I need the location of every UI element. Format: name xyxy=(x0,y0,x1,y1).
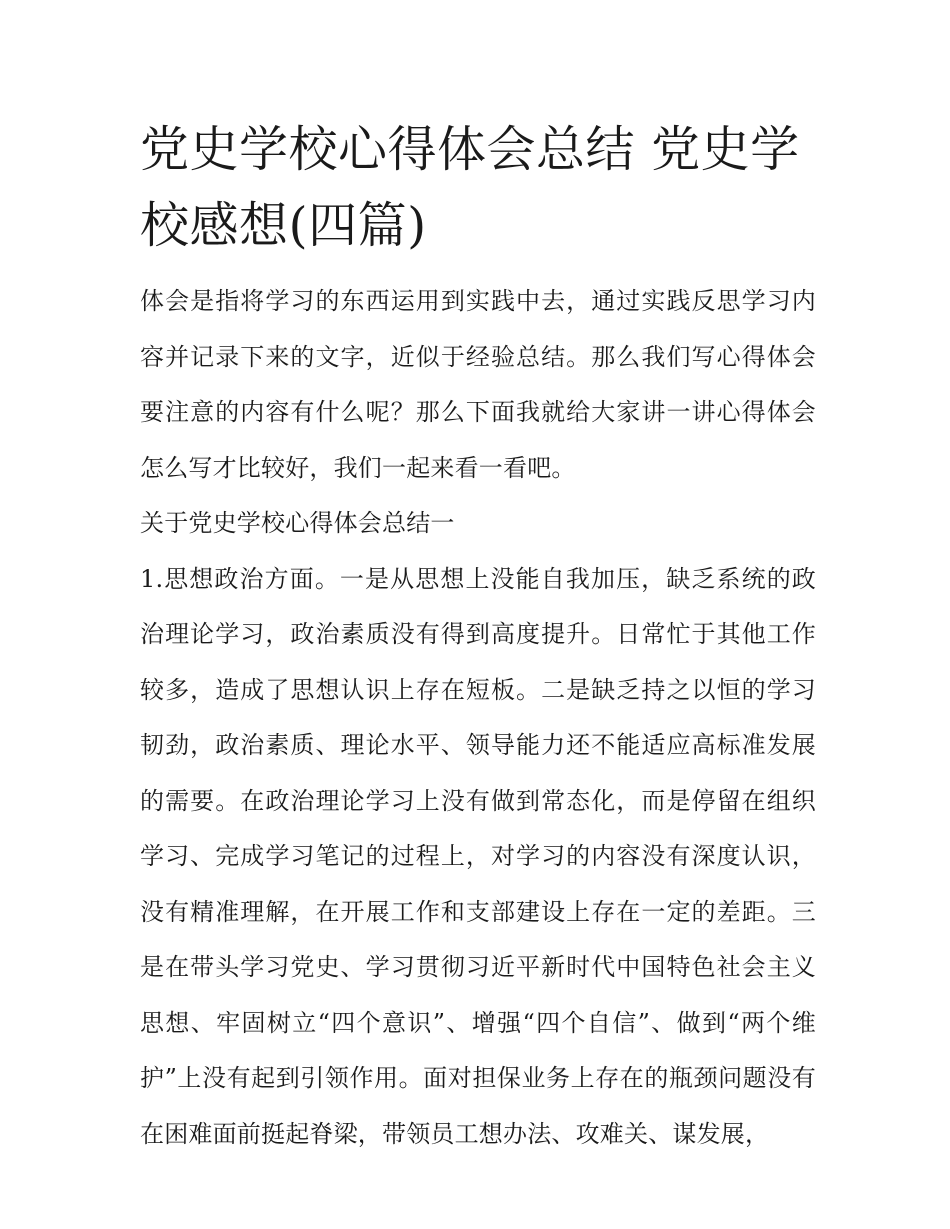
document-body xyxy=(140,274,816,1162)
intro-paragraph: 体会是指将学习的东西运用到实践中去，通过实践反思学习内容并记录下来的文字，近似于经验总结。那么我们写心得体会要注意的内容有什么呢？那么下面我就给大家讲一讲心得体会怎么写才比较好，我们一起来看一看吧。 xyxy=(140,287,816,482)
section-heading: 关于党史学校心得体会总结一 xyxy=(140,509,455,537)
body-paragraph: 1.思想政治方面。一是从思想上没能自我加压，缺乏系统的政治理论学习，政治素质没有得到高度提升。日常忙于其他工作较多，造成了思想认识上存在短板。二是缺乏持之以恒的学习韧劲，政治素质、理论水平、领导能力还不能适应高标准发展的需要。在政治理论学习上没有做到常态化，而是停留在组织学习、完成学习笔记的过程上，对学习的内容没有深度认识，没有精准理解，在开展工作和支部建设上存在一定的差距。三是在带头学习党史、学习贯彻习近平新时代中国特色社会主义思想、牢固树立“四个意识”、增强“四个自信”、做到“两个维护”上没有起到引领作用。面对担保业务上存在的瓶颈问题没有在困难面前挺起脊梁，带领员工想办法、攻难关、谋发展， xyxy=(140,564,816,1148)
document-title: 党史学校心得体会总结 党史学校感想(四篇) xyxy=(140,121,800,254)
